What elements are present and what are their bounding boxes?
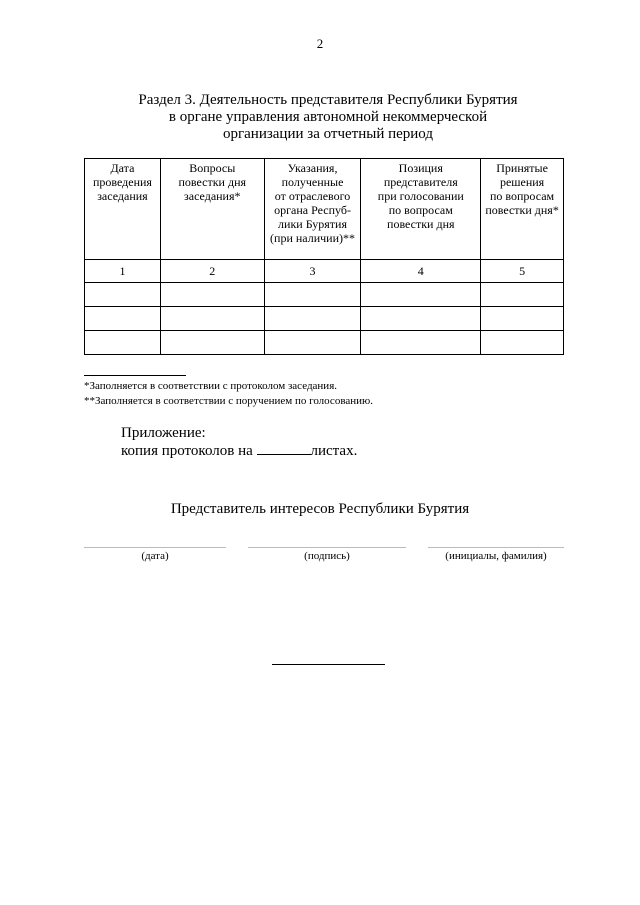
table-cell [361, 331, 481, 355]
header-meeting-date: Дата проведения заседания [85, 159, 161, 260]
footnote-1: *Заполняется в соответствии с протоколом заседания. [84, 380, 337, 392]
signature-date: (дата) [84, 547, 226, 562]
table-header-row [85, 159, 564, 260]
appendix [121, 425, 357, 460]
table-row [85, 307, 564, 331]
header-instructions: Указания, полученные от отраслевого органа Респуб- лики Бурятия (при наличии)** [264, 159, 361, 260]
header-agenda-questions: Вопросы повестки дня заседания* [160, 159, 264, 260]
signature-sign: (подпись) [248, 547, 406, 562]
column-number: 1 [85, 260, 161, 283]
representative-title: Представитель интересов Республики Бурятия [170, 501, 470, 517]
footnote-divider [84, 375, 186, 376]
table-cell [160, 307, 264, 331]
appendix-label: Приложение: [121, 425, 206, 441]
appendix-copy-line [121, 442, 357, 460]
table-cell [481, 307, 564, 331]
appendix-copy-suffix: листах. [310, 443, 358, 459]
table-cell [264, 331, 361, 355]
column-number: 4 [361, 260, 481, 283]
table-cell [481, 283, 564, 307]
table-cell [481, 331, 564, 355]
table-cell [85, 331, 161, 355]
column-number: 5 [481, 260, 564, 283]
appendix-copy-prefix: копия протоколов на [121, 443, 253, 459]
header-voting-position: Позиция представителя при голосовании по вопросам повестки дня [361, 159, 481, 260]
table-cell [85, 307, 161, 331]
section-title-line-3: организации за отчетный период [222, 126, 434, 142]
column-number-row [85, 260, 564, 283]
table-cell [85, 283, 161, 307]
signature-name: (инициалы, фамилия) [428, 547, 564, 562]
activity-table [84, 158, 564, 355]
sheets-count-blank [257, 442, 311, 455]
table-cell [361, 307, 481, 331]
table-cell [264, 283, 361, 307]
table-row [85, 283, 564, 307]
column-number: 2 [160, 260, 264, 283]
footnotes [84, 379, 373, 409]
table-row [85, 331, 564, 355]
header-decisions: Принятые решения по вопросам повестки дня* [481, 159, 564, 260]
section-title-line-1: Раздел 3. Деятельность представителя Республики Бурятия [138, 92, 518, 108]
table-cell [160, 331, 264, 355]
table-cell [160, 283, 264, 307]
bottom-divider [272, 664, 385, 665]
footnote-2: **Заполняется в соответствии с поручением по голосованию. [84, 395, 373, 407]
column-number: 3 [264, 260, 361, 283]
section-title-line-2: в органе управления автономной некоммерческой [168, 109, 488, 125]
page-number: 2 [316, 36, 324, 51]
table-cell [264, 307, 361, 331]
table-cell [361, 283, 481, 307]
section-title [80, 92, 576, 143]
